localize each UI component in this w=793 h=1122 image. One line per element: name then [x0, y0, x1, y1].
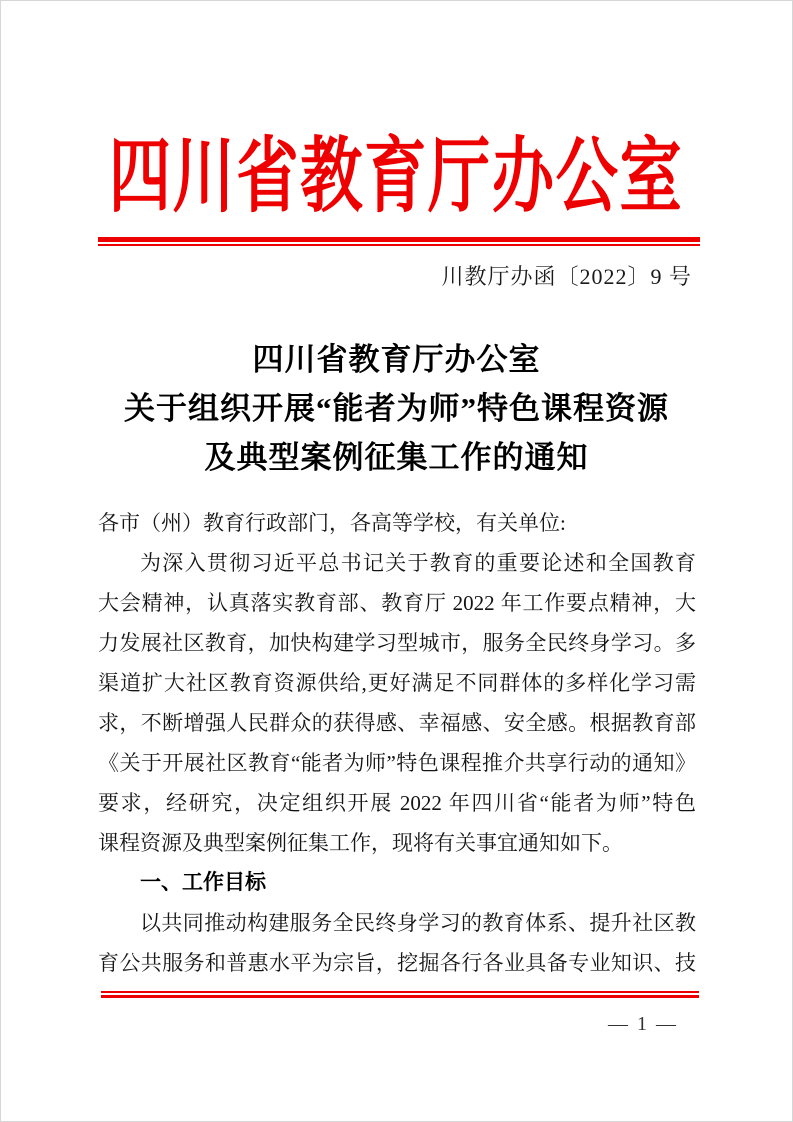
letterhead-text: 四川省教育厅办公室	[109, 131, 684, 222]
body-line: 一、工作目标	[140, 871, 266, 894]
body-line: 育公共服务和普惠水平为宗旨，挖掘各行各业具备专业知识、技	[98, 951, 696, 975]
notice-title-line: 及典型案例征集工作的通知	[204, 440, 589, 475]
body-line: 以共同推动构建服务全民终身学习的教育体系、提升社区教	[140, 911, 696, 935]
letterhead-rule-thin	[98, 244, 700, 246]
body-line: 求，不断增强人民群众的获得感、幸福感、安全感。根据教育部	[98, 711, 696, 735]
letterhead-rule	[98, 237, 700, 246]
body-line: 力发展社区教育，加快构建学习型城市，服务全民终身学习。多	[98, 631, 696, 655]
body-line: 《关于开展社区教育“能者为师”特色课程推介共享行动的通知》	[98, 751, 696, 775]
body-line: 大会精神，认真落实教育部、教育厅 2022 年工作要点精神，大	[98, 591, 696, 615]
doc-number: 川教厅办函〔2022〕9 号	[441, 264, 692, 289]
footer-rule	[101, 991, 699, 998]
letterhead-title	[1, 125, 792, 229]
body-line: 各市（州）教育行政部门，各高等学校，有关单位:	[98, 511, 566, 535]
body-line: 要求，经研究，决定组织开展 2022 年四川省“能者为师”特色	[98, 791, 696, 815]
notice-title-line: 四川省教育厅办公室	[252, 342, 541, 377]
footer-rule-bottom	[101, 995, 699, 998]
notice-title	[1, 335, 792, 482]
page-number: — 1 —	[608, 1013, 678, 1035]
body-line: 为深入贯彻习近平总书记关于教育的重要论述和全国教育	[140, 551, 696, 575]
body-line: 课程资源及典型案例征集工作，现将有关事宜通知如下。	[98, 831, 623, 855]
notice-body	[98, 503, 696, 983]
body-line: 渠道扩大社区教育资源供给,更好满足不同群体的多样化学习需	[98, 671, 696, 695]
notice-title-line: 关于组织开展“能者为师”特色课程资源	[124, 391, 669, 426]
